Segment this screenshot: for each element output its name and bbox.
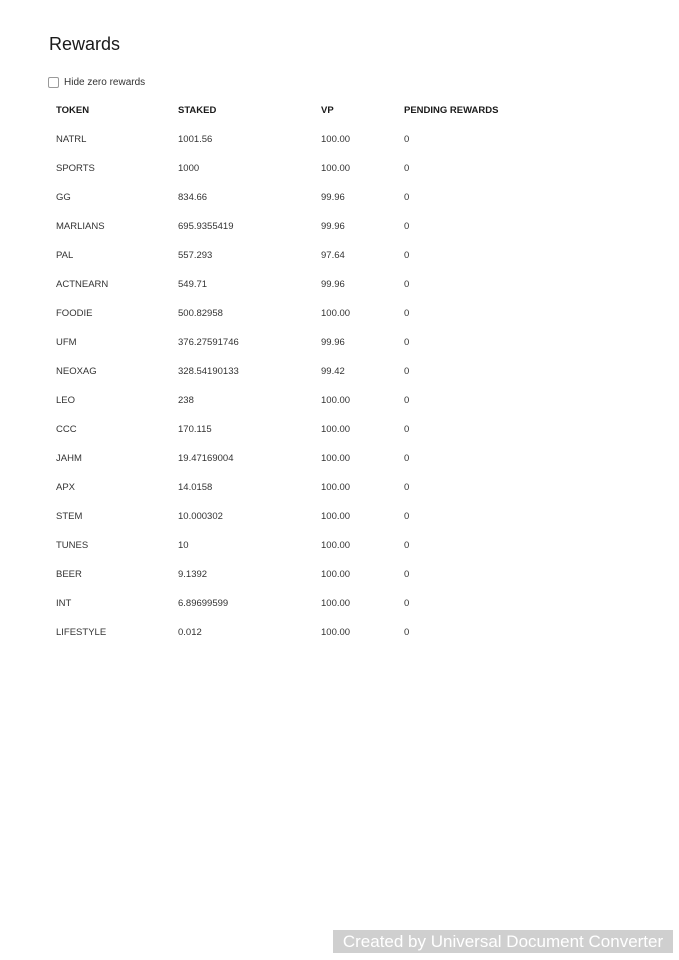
cell-pending-rewards: 0: [404, 134, 410, 145]
column-header-vp: VP: [321, 105, 334, 116]
table-row: [56, 357, 544, 386]
table-row: [56, 154, 544, 183]
cell-staked: 1001.56: [178, 134, 213, 145]
cell-vp: 100.00: [321, 569, 351, 580]
cell-vp: 100.00: [321, 627, 351, 638]
table-row: [56, 531, 544, 560]
cell-vp: 99.96: [321, 337, 345, 348]
cell-staked: 834.66: [178, 192, 208, 203]
table-row: [56, 270, 544, 299]
page-title: Rewards: [49, 34, 121, 54]
table-row: [56, 560, 544, 589]
cell-token: ACTNEARN: [56, 279, 109, 290]
cell-staked: 557.293: [178, 250, 213, 261]
table-row: [56, 444, 544, 473]
cell-token: JAHM: [56, 453, 82, 464]
column-header-token: TOKEN: [56, 105, 90, 116]
cell-token: FOODIE: [56, 308, 93, 319]
hide-zero-rewards-checkbox[interactable]: [48, 77, 59, 88]
cell-staked: 0.012: [178, 627, 202, 638]
cell-staked: 695.9355419: [178, 221, 234, 232]
hide-zero-rewards-label: Hide zero rewards: [64, 76, 146, 88]
table-row: [56, 241, 544, 270]
cell-pending-rewards: 0: [404, 598, 410, 609]
cell-vp: 99.96: [321, 192, 345, 203]
cell-vp: 97.64: [321, 250, 345, 261]
table-row: [56, 618, 544, 647]
table-row: [56, 212, 544, 241]
cell-token: UFM: [56, 337, 77, 348]
cell-vp: 100.00: [321, 453, 351, 464]
cell-token: PAL: [56, 250, 74, 261]
table-row: [56, 386, 544, 415]
cell-token: STEM: [56, 511, 83, 522]
cell-staked: 170.115: [178, 424, 212, 435]
table-header-row: [56, 96, 544, 125]
cell-token: SPORTS: [56, 163, 95, 174]
cell-pending-rewards: 0: [404, 221, 410, 232]
cell-pending-rewards: 0: [404, 163, 410, 174]
cell-token: GG: [56, 192, 71, 203]
cell-staked: 1000: [178, 163, 200, 174]
rewards-table: [56, 96, 544, 647]
cell-staked: 10.000302: [178, 511, 223, 522]
table-row: [56, 502, 544, 531]
table-row: [56, 183, 544, 212]
table-row: [56, 589, 544, 618]
rewards-table-body: [56, 125, 544, 647]
column-header-staked: STAKED: [178, 105, 217, 116]
cell-token: BEER: [56, 569, 82, 580]
cell-pending-rewards: 0: [404, 279, 410, 290]
cell-pending-rewards: 0: [404, 192, 410, 203]
cell-vp: 99.96: [321, 221, 345, 232]
cell-vp: 100.00: [321, 540, 351, 551]
table-row: [56, 125, 544, 154]
cell-pending-rewards: 0: [404, 424, 410, 435]
cell-staked: 14.0158: [178, 482, 213, 493]
cell-token: TUNES: [56, 540, 89, 551]
cell-staked: 500.82958: [178, 308, 223, 319]
cell-staked: 19.47169004: [178, 453, 234, 464]
cell-staked: 6.89699599: [178, 598, 229, 609]
cell-token: NEOXAG: [56, 366, 97, 377]
table-row: [56, 415, 544, 444]
cell-token: APX: [56, 482, 76, 493]
cell-staked: 376.27591746: [178, 337, 239, 348]
cell-vp: 100.00: [321, 308, 351, 319]
cell-token: LEO: [56, 395, 76, 406]
cell-pending-rewards: 0: [404, 627, 410, 638]
cell-token: LIFESTYLE: [56, 627, 107, 638]
cell-pending-rewards: 0: [404, 482, 410, 493]
cell-pending-rewards: 0: [404, 395, 410, 406]
cell-vp: 100.00: [321, 482, 351, 493]
cell-pending-rewards: 0: [404, 308, 410, 319]
cell-token: CCC: [56, 424, 77, 435]
cell-vp: 100.00: [321, 424, 351, 435]
cell-token: NATRL: [56, 134, 87, 145]
cell-pending-rewards: 0: [404, 366, 410, 377]
cell-vp: 100.00: [321, 163, 351, 174]
cell-pending-rewards: 0: [404, 540, 410, 551]
cell-staked: 10: [178, 540, 189, 551]
cell-pending-rewards: 0: [404, 337, 410, 348]
cell-staked: 328.54190133: [178, 366, 239, 377]
cell-staked: 549.71: [178, 279, 208, 290]
table-row: [56, 328, 544, 357]
cell-token: MARLIANS: [56, 221, 105, 232]
table-row: [56, 473, 544, 502]
cell-pending-rewards: 0: [404, 250, 410, 261]
cell-vp: 100.00: [321, 511, 351, 522]
cell-vp: 99.42: [321, 366, 345, 377]
converter-watermark: Created by Universal Document Converter: [333, 930, 673, 953]
cell-pending-rewards: 0: [404, 511, 410, 522]
cell-token: INT: [56, 598, 72, 609]
cell-staked: 238: [178, 395, 194, 406]
cell-vp: 99.96: [321, 279, 345, 290]
hide-zero-rewards-toggle[interactable]: [48, 74, 145, 90]
column-header-pending-rewards: PENDING REWARDS: [404, 105, 499, 116]
cell-pending-rewards: 0: [404, 569, 410, 580]
cell-staked: 9.1392: [178, 569, 208, 580]
cell-vp: 100.00: [321, 598, 351, 609]
cell-pending-rewards: 0: [404, 453, 410, 464]
cell-vp: 100.00: [321, 395, 351, 406]
cell-vp: 100.00: [321, 134, 351, 145]
table-row: [56, 299, 544, 328]
